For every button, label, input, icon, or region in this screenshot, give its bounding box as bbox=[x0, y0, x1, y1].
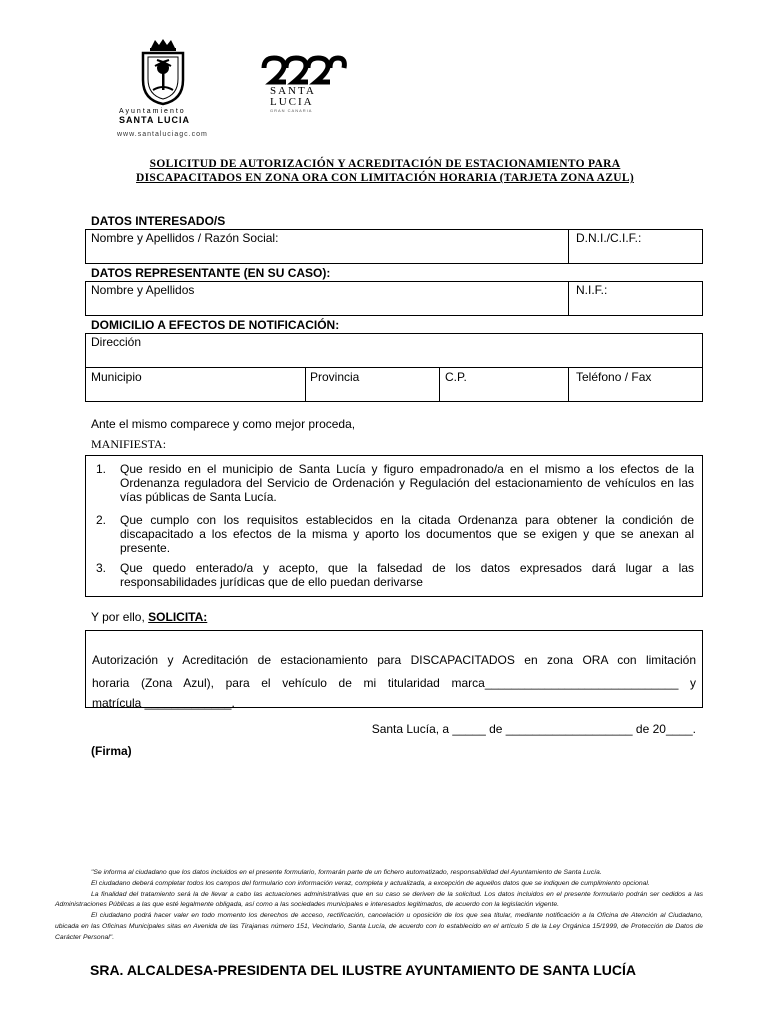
logo1-line2: SANTA LUCIA bbox=[119, 115, 190, 125]
solicita-prefix: Y por ello, bbox=[91, 610, 149, 624]
brand-mark-icon bbox=[258, 54, 348, 86]
direccion-field[interactable]: Dirección bbox=[91, 335, 142, 349]
list-item-number: 3. bbox=[96, 561, 107, 575]
list-item-text: Que resido en el municipio de Santa Lucía y figuro empadronado/a en el mismo a los efectos de la Ordenanza reguladora del Servicio de Ordenación y Regulación del estacionamiento de vehículos en las vías públicas de Santa Lucía. bbox=[120, 462, 694, 504]
addressee-footer: SRA. ALCALDESA-PRESIDENTA DEL ILUSTRE AYUNTAMIENTO DE SANTA LUCÍA bbox=[90, 962, 637, 978]
provincia-field[interactable]: Provincia bbox=[310, 370, 360, 384]
representante-heading: DATOS REPRESENTANTE (EN SU CASO): bbox=[91, 266, 331, 280]
manifiesta-list bbox=[85, 455, 703, 597]
representante-box bbox=[85, 281, 703, 316]
interesados-name-field[interactable]: Nombre y Apellidos / Razón Social: bbox=[91, 231, 279, 245]
fecha-line[interactable]: Santa Lucía, a _____ de ___________________ de 20____. bbox=[371, 722, 696, 736]
logo2-line1: SANTA bbox=[270, 85, 316, 97]
coat-of-arms-icon bbox=[133, 38, 193, 106]
logo2-line2: LUCIA bbox=[270, 96, 314, 108]
interesados-heading: DATOS INTERESADO/S bbox=[91, 214, 226, 228]
interesados-box bbox=[85, 229, 703, 264]
santa-lucia-brand-logo bbox=[258, 54, 348, 113]
logo1-web: www.santaluciagc.com bbox=[117, 131, 208, 138]
manifiesta-heading: MANIFIESTA: bbox=[91, 437, 167, 451]
legal-paragraph: El ciudadano podrá hacer valer en todo momento los derechos de acceso, rectificación, cancelación u oposición de los que sea titular, mediante notificación a la Oficina de Atención al Ciudadano, ubicada en las Oficinas Municipales sitas en Avenida de las Tirajanas número 151, Vecindario, Santa Lucía, de acuerdo con lo establecido en el artículo 5 de la Ley Orgánica 15/1999, de Protección de Datos de Carácter Personal". bbox=[55, 912, 703, 941]
solicita-line3[interactable]: matrícula _____________. bbox=[92, 696, 235, 710]
divider bbox=[305, 367, 306, 401]
legal-paragraph: El ciudadano deberá completar todos los campos del formulario con información veraz, completa y actualizada, a excepción de aquellos datos que se indiquen de cumplimiento opcional. bbox=[91, 879, 650, 887]
title-line1: SOLICITUD DE AUTORIZACIÓN Y ACREDITACIÓN DE ESTACIONAMIENTO PARA bbox=[149, 158, 621, 170]
ayuntamiento-logo bbox=[115, 38, 215, 138]
divider bbox=[439, 367, 440, 401]
divider bbox=[568, 367, 569, 401]
page-title bbox=[90, 157, 680, 185]
legal-paragraph: "Se informa al ciudadano que los datos incluidos en el presente formulario, formarán parte de un fichero automatizado, responsabilidad del Ayuntamiento de Santa Lucía. bbox=[91, 869, 602, 876]
solicita-line2[interactable]: horaria (Zona Azul), para el vehículo de mi titularidad marca_____________________________ y bbox=[92, 676, 696, 690]
legal-notice bbox=[55, 868, 703, 944]
interesados-id-field[interactable]: D.N.I./C.I.F.: bbox=[576, 231, 642, 245]
divider bbox=[86, 367, 702, 368]
solicita-heading bbox=[91, 610, 207, 624]
title-line2: DISCAPACITADOS EN ZONA ORA CON LIMITACIÓN HORARIA (TARJETA ZONA AZUL) bbox=[136, 172, 634, 184]
telefono-field[interactable]: Teléfono / Fax bbox=[576, 370, 652, 384]
representante-name-field[interactable]: Nombre y Apellidos bbox=[91, 283, 195, 297]
list-item bbox=[96, 513, 694, 555]
legal-paragraph: La finalidad del tratamiento será la de llevar a cabo las actuaciones administrativas que en su caso se deriven de la solicitud. Los datos incluidos en el presente formulario podrán ser cedidos a las Administraciones Públicas a las que esté legalmente obligada, así como a las sociedades municipales e interesados legitimados, de acuerdo con la legislación vigente. bbox=[55, 890, 703, 909]
list-item bbox=[96, 561, 694, 589]
list-item bbox=[96, 462, 694, 504]
cp-field[interactable]: C.P. bbox=[445, 370, 467, 384]
municipio-field[interactable]: Municipio bbox=[91, 370, 142, 384]
list-item-text: Que cumplo con los requisitos establecidos en la citada Ordenanza para obtener la condición de discapacitado a los efectos de la misma y aporto los documentos que se exigen y que se anexan al presente. bbox=[120, 513, 694, 555]
firma-label: (Firma) bbox=[91, 744, 132, 758]
logo1-line1: Ayuntamiento bbox=[119, 108, 186, 115]
compareciente-text: Ante el mismo comparece y como mejor proceda, bbox=[91, 417, 356, 431]
list-item-number: 2. bbox=[96, 513, 107, 527]
divider bbox=[568, 230, 569, 263]
solicita-label: SOLICITA: bbox=[148, 610, 208, 624]
domicilio-heading: DOMICILIO A EFECTOS DE NOTIFICACIÓN: bbox=[91, 318, 340, 332]
list-item-text: Que quedo enterado/a y acepto, que la falsedad de los datos expresados dará lugar a las responsabilidades jurídicas que de ello puedan derivarse bbox=[120, 561, 694, 589]
logo2-sub: GRAN CANARIA bbox=[270, 108, 313, 113]
solicita-line1: Autorización y Acreditación de estacionamiento para DISCAPACITADOS en zona ORA con limitación bbox=[92, 653, 696, 667]
solicita-box bbox=[85, 630, 703, 708]
divider bbox=[568, 282, 569, 315]
list-item-number: 1. bbox=[96, 462, 107, 476]
domicilio-box bbox=[85, 333, 703, 402]
representante-id-field[interactable]: N.I.F.: bbox=[576, 283, 608, 297]
